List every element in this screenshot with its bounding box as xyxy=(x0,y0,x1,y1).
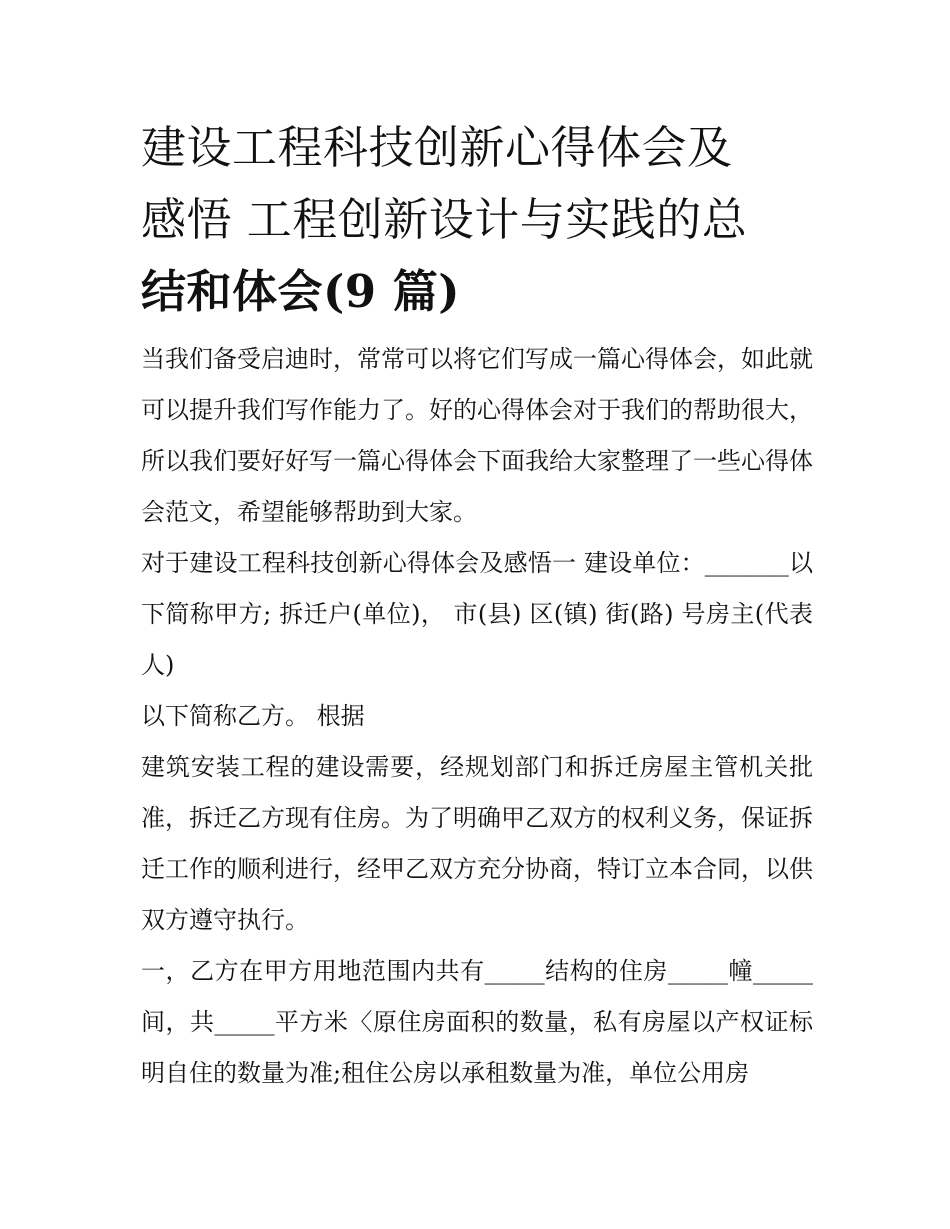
document-title xyxy=(141,112,813,328)
paragraph-intro: 当我们备受启迪时，常常可以将它们写成一篇心得体会，如此就可以提升我们写作能力了。好的心得体会对于我们的帮助很大，所以我们要好好写一篇心得体会下面我给大家整理了一些心得体会范文，希望能够帮助到大家。 xyxy=(141,345,813,526)
paragraph-contract-parties: 对于建设工程科技创新心得体会及感悟一 建设单位：_______以下简称甲方; 拆迁户(单位)， 市(县) 区(镇) 街(路) 号房主(代表人) xyxy=(141,549,813,679)
paragraph-clause-one: 一，乙方在甲方用地范围内共有_____结构的住房_____幢_____间，共_____平方米〈原住房面积的数量，私有房屋以产权证标明自住的数量为准;租住公房以承租数量为准，单位公用房 xyxy=(141,957,813,1087)
title-line-2: 感悟 工程创新设计与实践的总 xyxy=(141,193,748,246)
paragraph-purpose: 建筑安装工程的建设需要，经规划部门和拆迁房屋主管机关批准，拆迁乙方现有住房。为了明确甲乙双方的权利义务，保证拆迁工作的顺利进行，经甲乙双方充分协商，特订立本合同，以供双方遵守执行。 xyxy=(141,753,813,934)
document-page xyxy=(141,112,813,1099)
paragraph-party-b: 以下简称乙方。 根据 xyxy=(141,702,365,730)
title-line-1: 建设工程科技创新心得体会及 xyxy=(141,121,733,174)
title-line-3: 结和体会(9 篇) xyxy=(141,265,461,318)
